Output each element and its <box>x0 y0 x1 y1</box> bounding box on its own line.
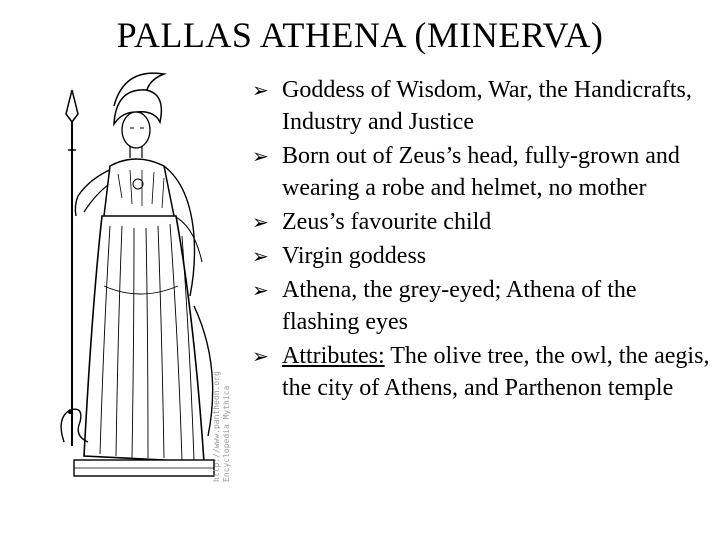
bullet-text: Goddess of Wisdom, War, the Handicrafts, Industry and Justice <box>282 77 692 135</box>
bullet-item <box>252 240 712 272</box>
bullet-item <box>252 274 712 338</box>
bullet-text: Zeus’s favourite child <box>282 209 492 235</box>
arrow-bullet-icon: ➢ <box>252 244 269 268</box>
attributes-label: Attributes: <box>282 343 385 369</box>
bullet-item <box>252 74 712 138</box>
bullet-text: Virgin goddess <box>282 243 427 269</box>
bullet-text: Born out of Zeus’s head, fully-grown and wearing a robe and helmet, no mother <box>282 143 680 201</box>
arrow-bullet-icon: ➢ <box>252 344 269 368</box>
arrow-bullet-icon: ➢ <box>252 78 269 102</box>
slide-title: PALLAS ATHENA (MINERVA) <box>116 15 604 55</box>
arrow-bullet-icon: ➢ <box>252 278 269 302</box>
bullet-text: The olive tree, the owl, the aegis, the city of Athens, and Parthenon temple <box>282 343 710 401</box>
bullet-text: Athena, the grey-eyed; Athena of the flashing eyes <box>282 277 637 335</box>
bullet-item <box>252 206 712 238</box>
bullet-item <box>252 340 712 404</box>
watermark-line-2: http://www.pantheon.org <box>212 371 221 482</box>
bullet-item <box>252 140 712 204</box>
arrow-bullet-icon: ➢ <box>252 144 269 168</box>
bullet-list <box>252 74 712 406</box>
arrow-bullet-icon: ➢ <box>252 210 269 234</box>
watermark <box>212 372 238 482</box>
watermark-line-1: Encyclopedia Mythica <box>222 385 231 482</box>
